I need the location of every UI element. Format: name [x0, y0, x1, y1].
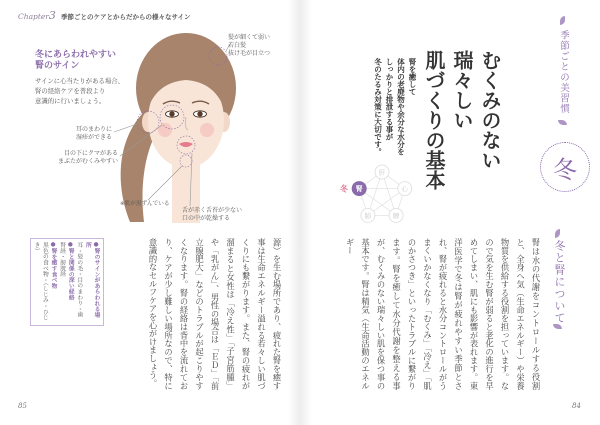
- ear-sign-line: 耳のまわりに: [75, 126, 112, 133]
- chapter-label: Chapter: [18, 12, 49, 21]
- info-text: 耳・髪の毛・目のまわり・歯: [75, 242, 82, 318]
- left-page-number: 85: [18, 402, 27, 410]
- element-label: 心: [401, 185, 409, 193]
- leaf-ornament-icon: [558, 120, 567, 125]
- left-iris: [169, 111, 174, 116]
- article-title: [420, 50, 504, 190]
- hair-sign-line: 抜け毛が目立つ: [228, 50, 271, 57]
- tongue-sign-label: [182, 207, 242, 223]
- right-iris: [197, 111, 202, 116]
- article-subtitle: [372, 58, 418, 156]
- sign-text-line: 腎の経絡ケアを普段より: [35, 87, 106, 95]
- right-body-text: 腎は水の代謝をコントロールする役割と、全身へ気（生命エネルギー）や栄養物質を供給する役割を担っています。なので気を生む腎が弱ると老化の進行を早めてしまい、肌にも影響が表れます。東洋医学で冬は腎が疲れやすい季節とされ、腎が疲れると水分コントロールがうまくいかなくなり「むくみ」「冷え」「肌のかさつき」といったトラブルに繋がります。腎を癒して水分代謝を整える事が、むくみのない瑞々しい肌を保つ事の基本です。腎は精気（生命活動のエネルギー: [345, 238, 541, 390]
- sign-text-line: 意識的に行いましょう。: [35, 97, 106, 105]
- element-label: 肺: [364, 212, 372, 220]
- subtitle-line: 腎を癒して: [408, 58, 417, 96]
- series-label: 季節ごとの美習慣: [558, 30, 569, 114]
- chapter-number: 3: [48, 9, 56, 22]
- kidney-info-box: [30, 238, 104, 326]
- season-label: 冬: [340, 184, 348, 194]
- page-fold-shadow: [288, 0, 312, 425]
- section-heading: 冬と腎について: [553, 240, 566, 324]
- organ-label: 腎: [355, 185, 363, 194]
- hair-sign-line: 髪が細くて弱い: [228, 34, 271, 41]
- sign-title-line: 腎のサイン: [35, 61, 80, 71]
- left-body-text: 源）を生む場所であり、疲れた腎を癒す事は生命エネルギー溢れる若々しい肌づくりにも繋がります。また、腎の疲れが溜まると女性は「冷え性」「子宮筋腫」や「乳がん」、男性の場合は「ＥＤ」「前立腺肥大」などのトラブルが起こりやすくなります。腎の経絡は背中を流れており、ケアが少し難しい場所なので、特に意識的なセルフケアを心がけましょう。: [148, 238, 282, 390]
- eye-sign-label: [44, 150, 118, 166]
- leaf-ornament-icon: [560, 16, 565, 25]
- five-elements-diagram: [338, 158, 418, 230]
- element-label: 脾: [392, 212, 400, 220]
- season-kanji: 冬: [553, 155, 577, 184]
- eye-sign-line: まぶたがむくみやすい: [57, 158, 118, 165]
- ear-sign-label: [64, 126, 112, 142]
- leaf-ornament-icon: [553, 324, 562, 329]
- hair-sign-label: [228, 34, 270, 58]
- eye-sign-line: 目の下にクマがある: [63, 150, 118, 157]
- sign-title-line: 冬にあらわれやすい: [35, 50, 117, 60]
- hair-sign-line: 若白髪: [228, 42, 247, 49]
- subtitle-line: 体内の老廃物や余分な水分を: [396, 58, 406, 156]
- title-line: 肌づくりの基本: [422, 50, 446, 190]
- title-line: むくみのない: [478, 50, 502, 170]
- left-blush: [158, 123, 172, 137]
- tongue-sign-line: 舌が赤く舌苔が少ない: [182, 207, 243, 214]
- tongue-sign-line: 口の中が乾燥する: [182, 215, 231, 222]
- info-text: 黒色の食べ物・（しじみ・ひじき）: [32, 242, 48, 321]
- right-blush: [200, 123, 214, 137]
- subtitle-line: しっかりと排泄する事が: [385, 58, 394, 141]
- element-label: 肝: [378, 168, 386, 177]
- info-text: 腎経・膀胱経: [58, 242, 65, 277]
- season-badge: [540, 142, 590, 192]
- ear-sign-line: 湿疹ができる: [75, 134, 112, 141]
- skin-sign-label: ※肌が黒ずんでいる: [120, 201, 170, 207]
- right-page-number: 84: [572, 402, 581, 410]
- info-heading: ●腎のサインがあらわれる場所: [84, 242, 99, 318]
- subtitle-line: 冬のたるみ対策に大切です。: [373, 58, 383, 156]
- title-line: 瑞々しい: [450, 50, 474, 130]
- info-heading: ●腎を癒す食べ物: [50, 242, 57, 289]
- leaf-ornament-icon: [555, 229, 560, 238]
- chapter-title: 季節ごとのケアとからだからの様々なサイン: [60, 13, 191, 21]
- sign-text-line: サインに心当たりがある場合、: [35, 77, 125, 85]
- info-heading: ●腎と関係の深い経絡: [67, 242, 74, 301]
